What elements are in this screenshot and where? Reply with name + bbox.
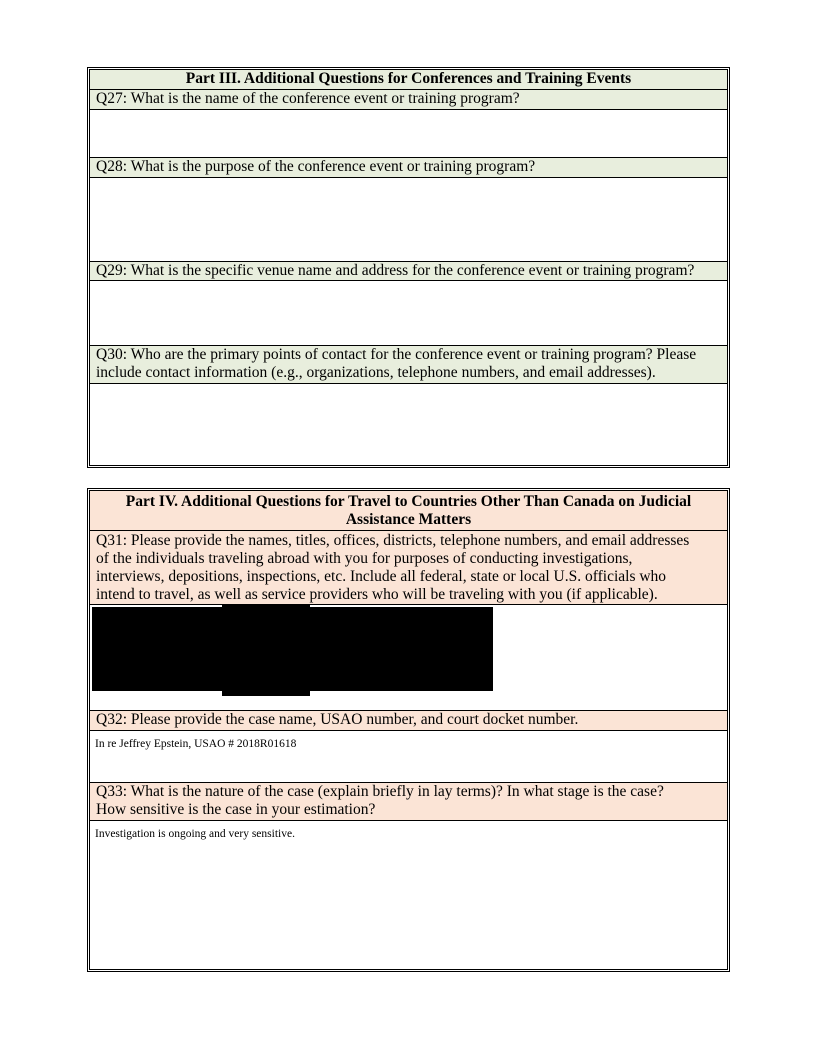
q28-answer-field[interactable] (90, 178, 727, 262)
q27-answer-field[interactable] (90, 110, 727, 158)
q33-question-line-1: Q33: What is the nature of the case (explain briefly in lay terms)? In what stage is the case? (96, 783, 664, 800)
q32-row (90, 711, 727, 731)
q32-answer-field[interactable] (90, 731, 727, 783)
q28-question: Q28: What is the purpose of the conference event or training program? (96, 158, 536, 175)
redaction-block (222, 604, 310, 696)
q32-question: Q32: Please provide the case name, USAO number, and court docket number. (96, 711, 579, 728)
q31-question-line-3: interviews, depositions, inspections, etc. Include all federal, state or local U.S. officials who (96, 568, 667, 585)
q30-answer-field[interactable] (90, 384, 727, 465)
part-3-table (87, 67, 730, 468)
q33-answer-field[interactable] (90, 821, 727, 969)
q29-question: Q29: What is the specific venue name and address for the conference event or training program? (96, 262, 695, 279)
q31-answer-field[interactable] (90, 605, 727, 711)
part-4-title-line-1: Part IV. Additional Questions for Travel to Countries Other Than Canada on Judicial (125, 493, 692, 510)
part-4-title-row (90, 491, 727, 531)
q31-question-line-2: of the individuals traveling abroad with you for purposes of conducting investigations, (96, 550, 633, 567)
q33-answer: Investigation is ongoing and very sensitive. (95, 828, 295, 840)
q33-row (90, 783, 727, 821)
q31-question-line-4: intend to travel, as well as service providers who will be traveling with you (if applicable). (96, 586, 658, 603)
part-3-title-row (90, 70, 727, 90)
q33-question-line-2: How sensitive is the case in your estimation? (96, 801, 376, 818)
q27-row (90, 90, 727, 110)
q31-question-line-1: Q31: Please provide the names, titles, offices, districts, telephone numbers, and email addresses (96, 532, 690, 549)
q28-row (90, 158, 727, 178)
q32-answer: In re Jeffrey Epstein, USAO # 2018R01618 (95, 738, 297, 750)
q30-question-line-1: Q30: Who are the primary points of contact for the conference event or training program? Please (96, 346, 697, 363)
part-4-title-line-2: Assistance Matters (345, 511, 472, 528)
part-4-table (87, 488, 730, 972)
q29-row (90, 262, 727, 281)
part-3-title: Part III. Additional Questions for Conferences and Training Events (185, 70, 632, 87)
q27-question: Q27: What is the name of the conference event or training program? (96, 90, 520, 107)
q30-question-line-2: include contact information (e.g., organizations, telephone numbers, and email addresses). (96, 364, 656, 381)
q30-row (90, 346, 727, 384)
q29-answer-field[interactable] (90, 281, 727, 346)
q31-row (90, 531, 727, 605)
